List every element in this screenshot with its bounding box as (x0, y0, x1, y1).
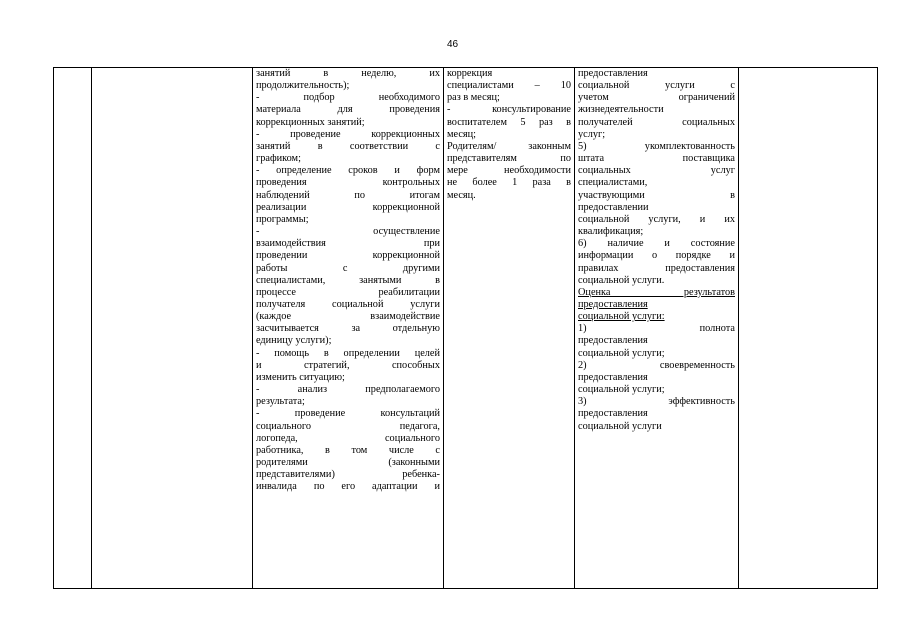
text-line: коррекция (447, 68, 493, 79)
text-line: представителям по (447, 153, 571, 165)
text-line: - подбор необходимого (256, 92, 440, 104)
text-line: воспитателем 5 раз в (447, 116, 571, 128)
text-line: Оценка результатов (578, 286, 735, 298)
text-line: жизнедеятельности (578, 104, 664, 116)
text-line: социальной услуги, и их (578, 213, 735, 225)
service-description-cell (253, 68, 444, 589)
text-line: реализации коррекционной (256, 201, 440, 213)
text-line: засчитывается за отдельную (256, 323, 440, 335)
text-line: социальной услуги с (578, 80, 735, 92)
text-line: социальных услуг (578, 165, 735, 177)
text-line: - анализ предполагаемого (256, 384, 440, 396)
text-line: результата; (256, 396, 305, 408)
service-name-cell (92, 68, 253, 589)
text-line: специалистами – 10 (447, 80, 571, 92)
text-line: процессе реабилитации (256, 286, 440, 298)
text-line: социального педагога, (256, 420, 440, 432)
text-line: 1) полнота (578, 323, 735, 335)
text-line: информации о порядке и (578, 250, 735, 262)
text-line: раз в месяц; (447, 92, 500, 104)
text-line: - проведение консультаций (256, 408, 440, 420)
page-number: 46 (446, 39, 459, 50)
text-line: программы; (256, 213, 309, 225)
text-line: учетом ограничений (578, 92, 735, 104)
text-line: месяц. (447, 189, 476, 201)
text-line: и стратегий, способных (256, 359, 440, 371)
quality-indicators-cell (575, 68, 739, 589)
number-cell (54, 68, 92, 589)
text-line: штата поставщика (578, 153, 735, 165)
text-line: Родителям/ законным (447, 140, 571, 152)
text-line: квалификация; (578, 226, 644, 238)
text-line: работы с другими (256, 262, 440, 274)
text-line: социальной услуги. (578, 274, 665, 286)
text-line: услуг; (578, 128, 606, 140)
text-line: предоставления (578, 298, 648, 310)
text-line: - проведение коррекционных (256, 128, 440, 140)
text-line: участвующими в (578, 189, 735, 201)
text-line: занятий в соответствии с (256, 140, 440, 152)
text-line: специалистами, (578, 177, 648, 189)
text-line: продолжительность); (256, 80, 350, 92)
text-line: работника, в том числе с (256, 444, 440, 456)
text-line: предоставления (578, 408, 648, 420)
text-line: не более 1 раза в (447, 177, 571, 189)
text-line: инвалида по его адаптации и (256, 481, 440, 493)
text-line: правилах предоставления (578, 262, 735, 274)
table-row (54, 68, 878, 589)
text-line: социальной услуги; (578, 347, 665, 359)
text-line: 6) наличие и состояние (578, 238, 735, 250)
text-line: социальной услуги (578, 420, 662, 432)
text-line: взаимодействия при (256, 238, 440, 250)
text-line: - определение сроков и форм (256, 165, 440, 177)
conditions-cell (739, 68, 878, 589)
text-line: родителями (законными (256, 457, 440, 468)
text-line: графиком; (256, 153, 301, 165)
text-line: 2) своевременность (578, 359, 735, 371)
text-line: - консультирование (447, 104, 571, 116)
text-line: социальной услуги: (578, 311, 665, 323)
text-line: получателей социальных (578, 116, 735, 128)
text-line: - осуществление (256, 226, 440, 238)
quality-indicators-text (578, 68, 735, 433)
text-line: предоставления (578, 371, 648, 383)
service-description-text (256, 68, 440, 493)
text-line: 5) укомплектованность (578, 140, 735, 152)
text-line: проведения контрольных (256, 177, 440, 189)
text-line: представителями) ребенка- (256, 469, 440, 481)
text-line: занятий в неделю, их (256, 68, 440, 79)
text-line: наблюдений по итогам (256, 189, 440, 201)
text-line: специалистами, занятыми в (256, 274, 440, 286)
text-line: единицу услуги); (256, 335, 332, 347)
text-line: (каждое взаимодействие (256, 311, 440, 323)
text-line: логопеда, социального (256, 432, 440, 444)
services-table (53, 67, 878, 589)
text-line: получателя социальной услуги (256, 298, 440, 310)
service-frequency-text (447, 68, 571, 202)
text-line: месяц; (447, 128, 477, 140)
text-line: мере необходимости (447, 165, 571, 177)
text-line: социальной услуги; (578, 384, 665, 396)
text-line: проведении коррекционной (256, 250, 440, 262)
text-line: 3) эффективность (578, 396, 735, 408)
service-frequency-cell (444, 68, 575, 589)
text-line: предоставления (578, 335, 648, 347)
text-line: - помощь в определении целей (256, 347, 440, 359)
text-line: коррекционных занятий; (256, 116, 365, 128)
text-line: материала для проведения (256, 104, 440, 116)
text-line: предоставления (578, 68, 648, 79)
text-line: предоставлении (578, 201, 649, 213)
text-line: изменить ситуацию; (256, 371, 345, 383)
